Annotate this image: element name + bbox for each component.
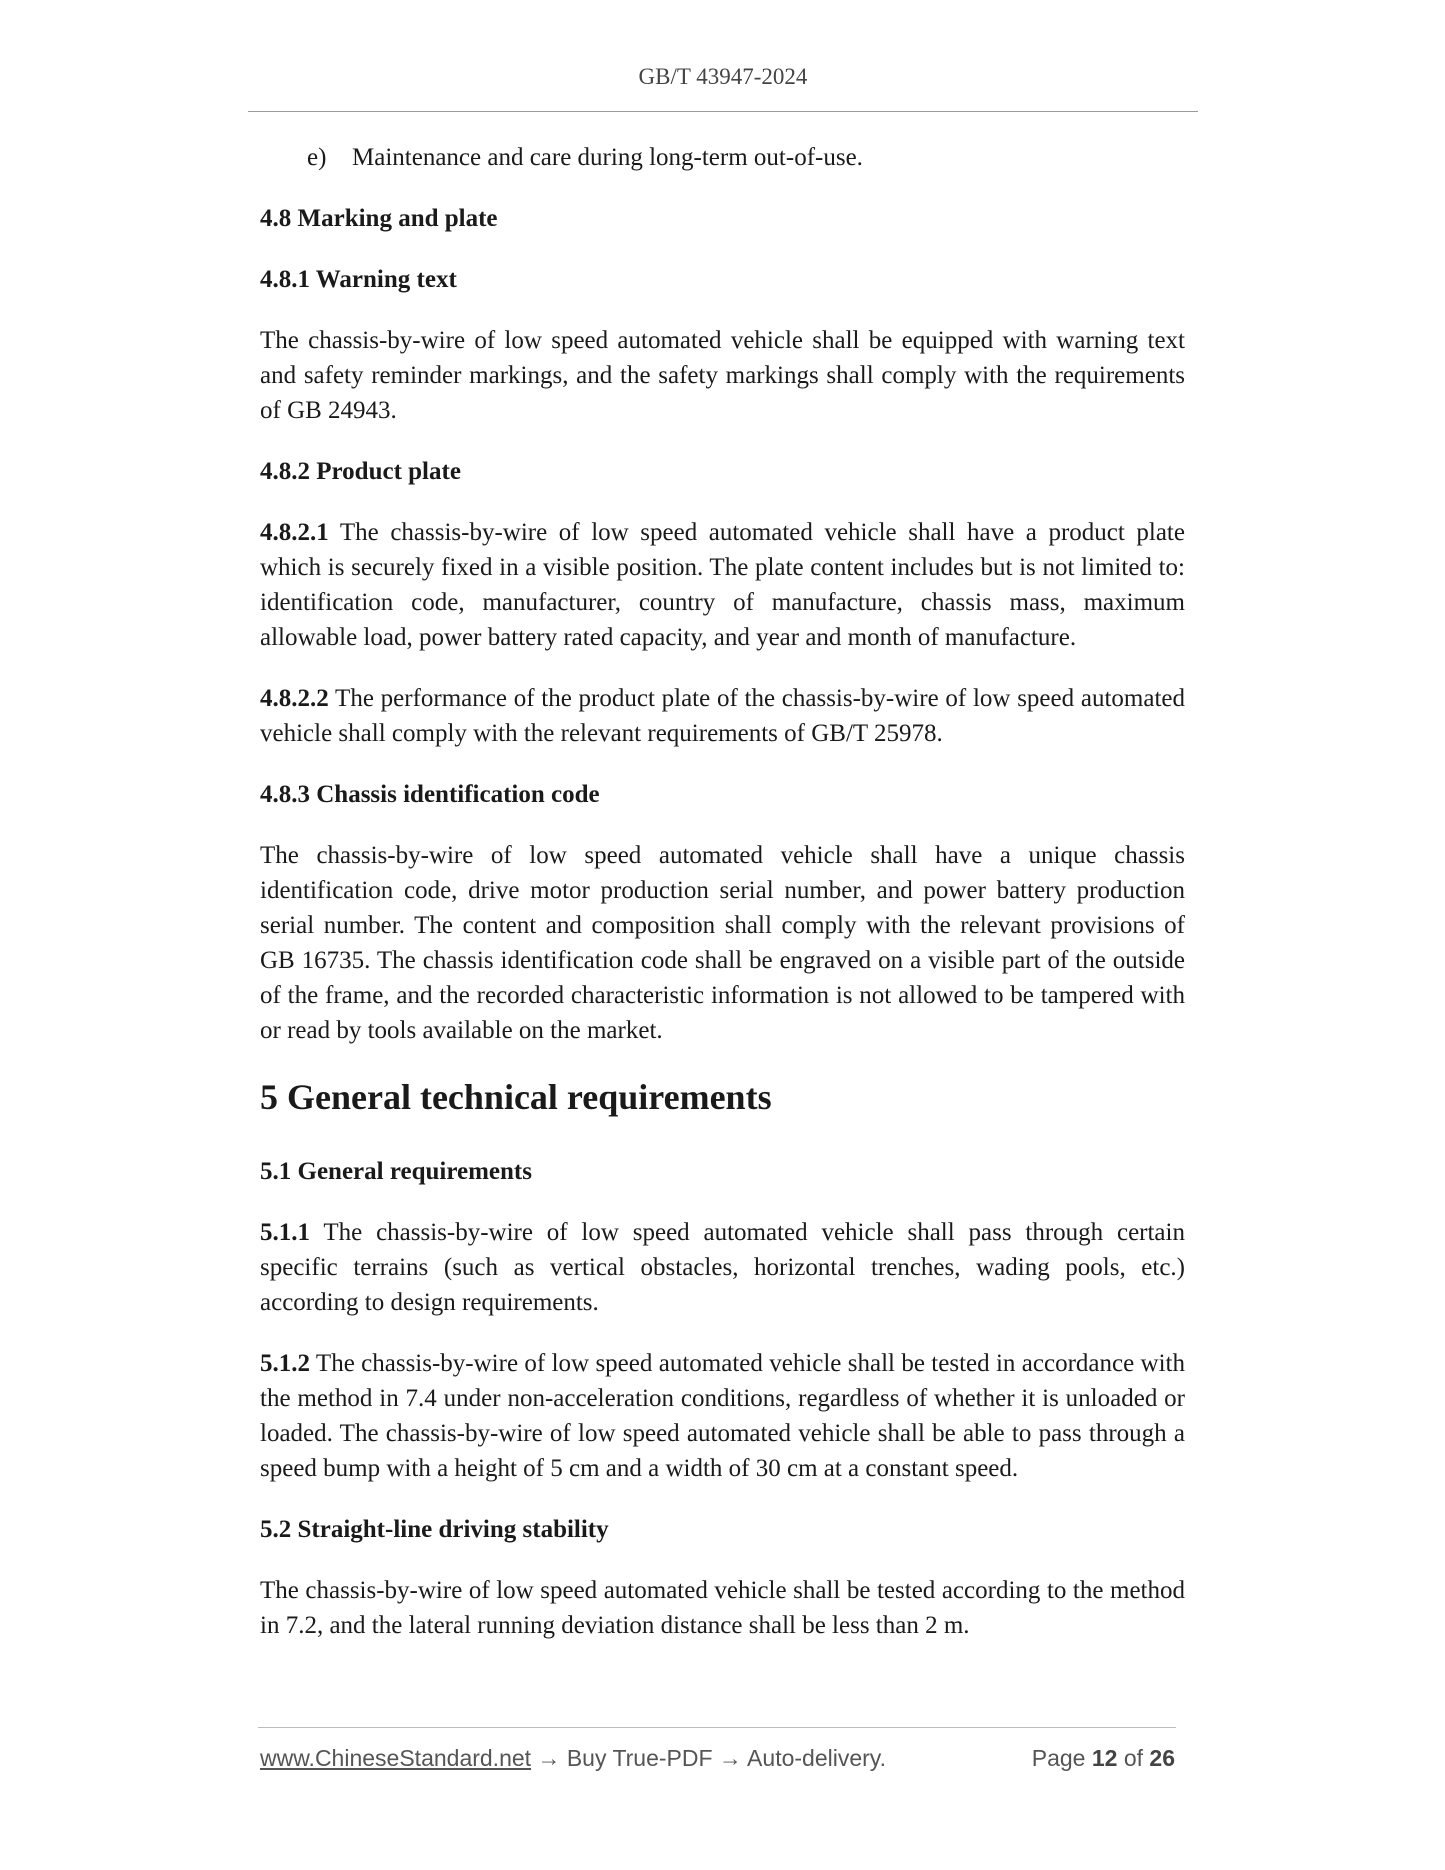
- paragraph-5-1-1: [260, 1215, 1185, 1320]
- paragraph-4-8-3: The chassis-by-wire of low speed automated vehicle shall have a unique chassis identification code, drive motor production serial number, and power battery production serial number. The content and composition shall comply with the relevant provisions of GB 16735. The chassis identification code shall be engraved on a visible part of the outside of the frame, and the recorded characteristic information is not allowed to be tampered with or read by tools available on the market.: [260, 842, 1185, 1044]
- list-item-e: [307, 140, 1185, 175]
- paragraph-4-8-1: The chassis-by-wire of low speed automated vehicle shall be equipped with warning text and safety reminder markings, and the safety markings shall comply with the requirements of GB 24943.: [260, 327, 1185, 424]
- page-total: 26: [1149, 1745, 1175, 1771]
- heading-5-1: 5.1 General requirements: [260, 1158, 532, 1185]
- heading-4-8-1: 4.8.1 Warning text: [260, 266, 457, 293]
- paragraph-4-8-2-1: [260, 515, 1185, 655]
- footer-divider: [258, 1727, 1176, 1728]
- clause-number: 5.1.2: [260, 1350, 310, 1377]
- paragraph-4-8-2-2: [260, 681, 1185, 751]
- heading-5-2: 5.2 Straight-line driving stability: [260, 1516, 609, 1543]
- heading-4-8-2: 4.8.2 Product plate: [260, 458, 461, 485]
- clause-number: 4.8.2.1: [260, 519, 329, 546]
- paragraph-5-2: The chassis-by-wire of low speed automated vehicle shall be tested according to the method in 7.2, and the lateral running deviation distance shall be less than 2 m.: [260, 1577, 1185, 1639]
- header-divider: [248, 111, 1198, 112]
- heading-4-8: 4.8 Marking and plate: [260, 205, 498, 232]
- clause-number: 5.1.1: [260, 1219, 310, 1246]
- heading-5: 5 General technical requirements: [260, 1077, 772, 1117]
- heading-4-8-3: 4.8.3 Chassis identification code: [260, 781, 600, 808]
- page-number: [1032, 1745, 1175, 1772]
- paragraph-5-1-2: [260, 1346, 1185, 1486]
- page-footer: [260, 1745, 1175, 1772]
- page-content: [260, 140, 1185, 1669]
- clause-text: The chassis-by-wire of low speed automated vehicle shall pass through certain specific terrains (such as vertical obstacles, horizontal trenches, wading pools, etc.) according to design requirements.: [260, 1219, 1185, 1316]
- clause-text: The performance of the product plate of the chassis-by-wire of low speed automated vehicle shall comply with the relevant requirements of GB/T 25978.: [260, 685, 1185, 747]
- footer-link[interactable]: www.ChineseStandard.net: [260, 1745, 532, 1771]
- clause-text: The chassis-by-wire of low speed automated vehicle shall be tested in accordance with the method in 7.4 under non-acceleration conditions, regardless of whether it is unloaded or loaded. The chassis-by-wire of low speed automated vehicle shall be able to pass through a speed bump with a height of 5 cm and a width of 30 cm at a constant speed.: [260, 1350, 1185, 1482]
- page-of: of: [1123, 1745, 1144, 1771]
- page-current: 12: [1091, 1745, 1118, 1771]
- list-marker: e): [307, 144, 327, 171]
- clause-number: 4.8.2.2: [260, 685, 329, 712]
- list-item-text: Maintenance and care during long-term out-of-use.: [352, 144, 863, 171]
- header-title: GB/T 43947-2024: [638, 64, 808, 89]
- page-label: Page: [1031, 1745, 1086, 1771]
- clause-text: The chassis-by-wire of low speed automated vehicle shall have a product plate which is securely fixed in a visible position. The plate content includes but is not limited to: identification code, manufacturer, country of manufacture, chassis mass, maximum allowable load, power battery rated capacity, and year and month of manufacture.: [260, 519, 1185, 651]
- footer-tagline: → Buy True-PDF → Auto-delivery.: [531, 1745, 886, 1771]
